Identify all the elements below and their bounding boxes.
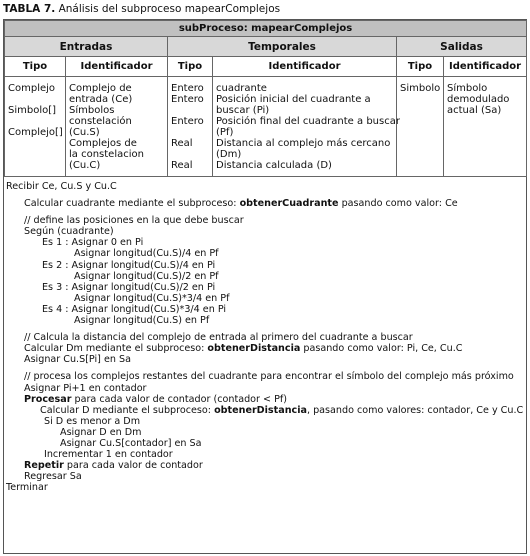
input-identifier-line: (Cu.S) (69, 127, 100, 138)
inputs-identifiers-cell (66, 77, 168, 177)
algorithm-line (4, 215, 526, 226)
algorithm-line (4, 181, 526, 192)
output-type: Simbolo (400, 83, 441, 94)
input-identifier-line: (Cu.C) (69, 160, 101, 171)
algorithm-text: Incrementar 1 en contador (44, 449, 173, 461)
input-type: Complejo[] (8, 127, 63, 138)
temp-identifier-line: Distancia al complejo más cercano (216, 138, 391, 149)
algorithm-line (4, 449, 526, 460)
algorithm-text-after: pasando como valor: Ce (338, 198, 458, 210)
table-caption (3, 2, 280, 16)
temp-identifier-line: Posición inicial del cuadrante a (216, 94, 371, 105)
algorithm-text: Calcular D mediante el subproceso: (40, 404, 215, 416)
temp-identifier-line: buscar (Pi) (216, 105, 270, 116)
output-identifier-line: demodulado (447, 94, 510, 105)
algorithm-line (4, 482, 526, 493)
output-identifier-line: Símbolo (447, 83, 488, 94)
algorithm-text: Según (cuadrante) (24, 226, 114, 238)
inputs-types-cell (5, 77, 66, 177)
algorithm-text: Si D es menor a Dm (44, 415, 141, 427)
algorithm-text-after: pasando como valor: Pi, Ce, Cu.C (300, 343, 463, 355)
algorithm-text: Es 4 : Asignar longitud(Cu.S)*3/4 en Pi (42, 303, 227, 315)
group-inputs: Entradas (5, 37, 168, 57)
input-identifier-line: entrada (Ce) (69, 94, 133, 105)
col-inputs-type: Tipo (5, 57, 66, 77)
temp-identifier-line: cuadrante (216, 83, 267, 94)
input-identifier-line: Símbolos (69, 105, 115, 116)
temp-type: Entero (171, 83, 204, 94)
input-identifier-line: la constelacion (69, 149, 144, 160)
temp-type: Entero (171, 94, 204, 105)
output-identifier-line: actual (Sa) (447, 105, 502, 116)
input-identifier-line: Complejo de (69, 83, 132, 94)
algorithm-line (4, 427, 526, 438)
algorithm-text: Asignar Cu.S[Pi] en Sa (24, 354, 131, 366)
algorithm-line (4, 416, 526, 427)
algorithm-text-after: para cada valor de contador (63, 460, 203, 472)
algorithm-line (4, 371, 526, 382)
algorithm-text: Asignar Pi+1 en contador (24, 382, 147, 394)
algorithm-line (4, 354, 526, 365)
temps-identifiers-cell (213, 77, 400, 177)
algorithm-text: Asignar longitud(Cu.S)*3/4 en Pf (74, 292, 230, 304)
algorithm-keyword: obtenerCuadrante (239, 198, 339, 210)
algorithm-text-after: , pasando como valores: contador, Ce y Cu.C (306, 404, 524, 416)
algorithm-line (4, 460, 526, 471)
algorithm-text: Asignar longitud(Cu.S) en Pf (74, 315, 210, 327)
algorithm-line (4, 332, 526, 343)
temp-identifier-line: Posición final del cuadrante a buscar (216, 116, 400, 127)
algorithm-text: Asignar longitud(Cu.S)/2 en Pf (74, 270, 219, 282)
temp-type: Real (171, 160, 193, 171)
algorithm-text: Asignar Cu.S[contador] en Sa (60, 437, 202, 449)
algorithm-block (4, 181, 526, 493)
algorithm-line (4, 226, 526, 237)
algorithm-keyword: obtenerDistancia (214, 404, 307, 416)
algorithm-text: // Calcula la distancia del complejo de entrada al primero del cuadrante a buscar (24, 332, 413, 344)
temp-identifier-line: Distancia calculada (D) (216, 160, 332, 171)
col-temps-type: Tipo (168, 57, 213, 77)
group-temps: Temporales (168, 37, 397, 57)
algorithm-text: Es 2 : Asignar longitud(Cu.S)/4 en Pi (42, 259, 216, 271)
algorithm-line (4, 198, 526, 209)
algorithm-line (4, 248, 526, 259)
algorithm-text: Regresar Sa (24, 471, 82, 483)
algorithm-text: Asignar D en Dm (60, 426, 142, 438)
variables-table (4, 20, 527, 177)
input-type: Complejo (8, 83, 56, 94)
algorithm-text: Calcular cuadrante mediante el subproceso: (24, 198, 240, 210)
algorithm-keyword: Procesar (24, 393, 72, 405)
algorithm-text: Es 3 : Asignar longitud(Cu.S)/2 en Pi (42, 281, 216, 293)
algorithm-line (4, 394, 526, 405)
temps-types-cell (168, 77, 213, 177)
algorithm-line (4, 237, 526, 248)
algorithm-keyword: Repetir (24, 460, 64, 472)
algorithm-text: Terminar (6, 482, 48, 494)
col-outputs-type: Tipo (397, 57, 444, 77)
temp-identifier-line: (Pf) (216, 127, 234, 138)
col-outputs-identifier: Identificador (444, 57, 527, 77)
algorithm-line (4, 343, 526, 354)
algorithm-line (4, 383, 526, 394)
temp-type: Real (171, 138, 193, 149)
algorithm-line (4, 293, 526, 304)
input-type: Simbolo[] (8, 105, 57, 116)
col-temps-identifier: Identificador (213, 57, 397, 77)
temp-identifier-line: (Dm) (216, 149, 242, 160)
algorithm-text: Calcular Dm mediante el subproceso: (24, 343, 208, 355)
outputs-identifiers-cell (444, 77, 527, 177)
outputs-types-cell (397, 77, 444, 177)
algorithm-line (4, 405, 526, 416)
algorithm-text: // define las posiciones en la que debe buscar (24, 215, 244, 227)
temp-type: Entero (171, 116, 204, 127)
algorithm-line (4, 304, 526, 315)
algorithm-text: Es 1 : Asignar 0 en Pi (42, 237, 144, 249)
input-identifier-line: Complejos de (69, 138, 137, 149)
input-identifier-line: constelación (69, 116, 132, 127)
analysis-table (3, 19, 527, 554)
algorithm-text: Recibir Ce, Cu.S y Cu.C (6, 181, 117, 192)
group-outputs: Salidas (397, 37, 527, 57)
col-inputs-identifier: Identificador (66, 57, 168, 77)
algorithm-text-after: para cada valor de contador (contador < Pf) (71, 393, 288, 405)
algorithm-line (4, 471, 526, 482)
algorithm-line (4, 282, 526, 293)
algorithm-line (4, 438, 526, 449)
table-title: subProceso: mapearComplejos (5, 21, 527, 37)
algorithm-line (4, 260, 526, 271)
algorithm-keyword: obtenerDistancia (207, 343, 301, 355)
caption-title: Análisis del subproceso mapearComplejos (58, 3, 281, 15)
caption-number: TABLA 7. (3, 3, 56, 15)
algorithm-line (4, 315, 526, 326)
algorithm-text: // procesa los complejos restantes del cuadrante para encontrar el símbolo del complejo más próximo (24, 371, 514, 383)
algorithm-line (4, 271, 526, 282)
algorithm-text: Asignar longitud(Cu.S)/4 en Pf (74, 248, 219, 260)
